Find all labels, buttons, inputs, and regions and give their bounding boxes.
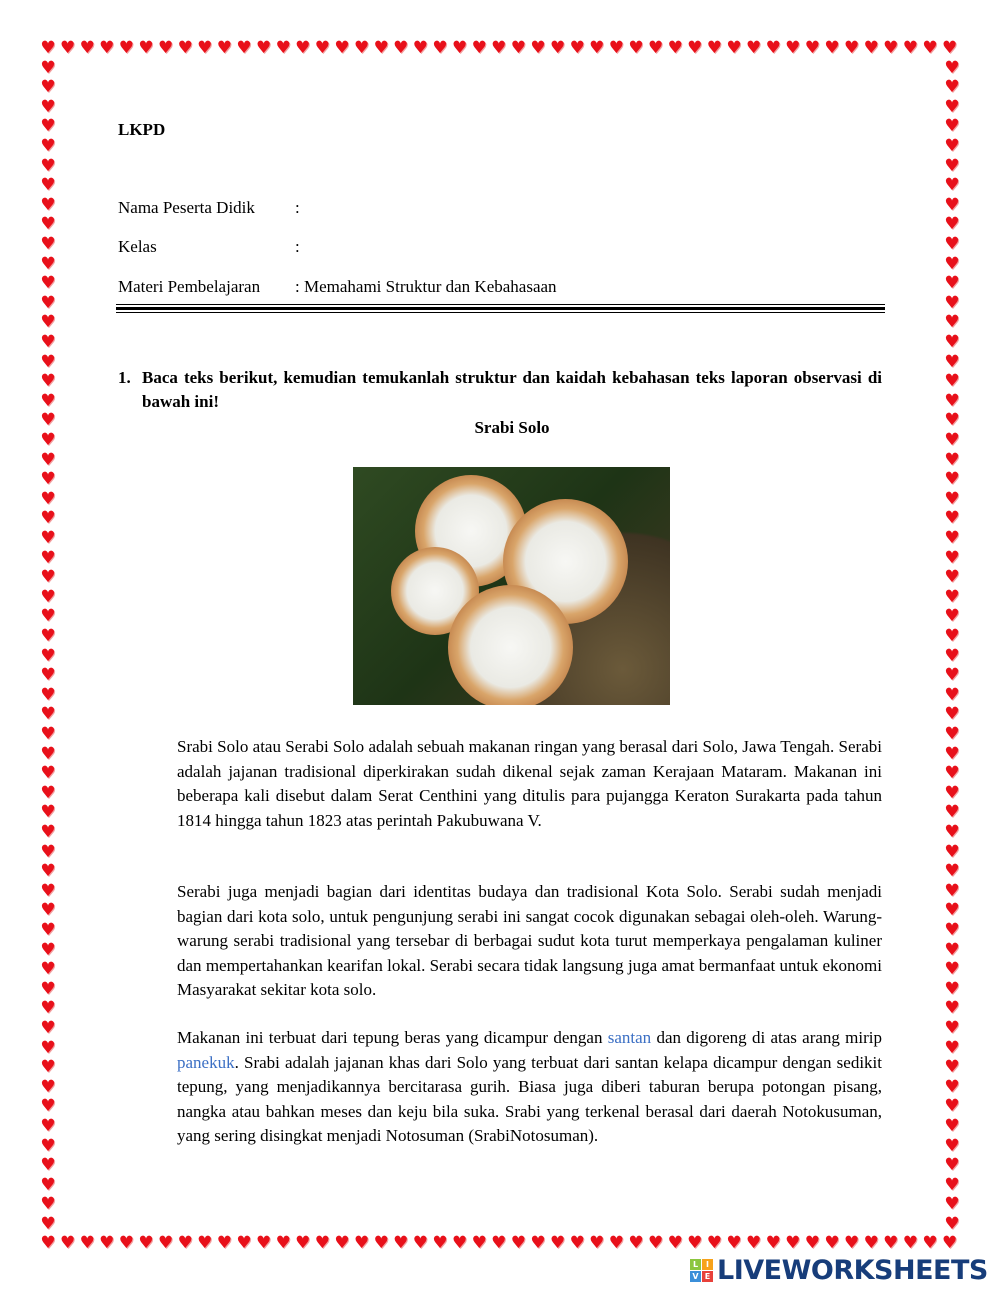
paragraph-text: dan digoreng di atas arang mirip (651, 1028, 883, 1047)
heart-icon: ♥ (687, 1233, 703, 1253)
heart-icon: ♥ (40, 998, 56, 1019)
heart-icon: ♥ (944, 724, 960, 744)
heart-icon: ♥ (944, 234, 960, 254)
heart-icon: ♥ (40, 978, 56, 999)
question-text: Baca teks berikut, kemudian temukanlah struktur dan kaidah kebahasan teks laporan observasi di bawah ini! (142, 368, 882, 411)
heart-icon: ♥ (706, 38, 723, 58)
heart-icon: ♥ (40, 1214, 56, 1234)
heart-icon: ♥ (40, 704, 56, 725)
heart-icon: ♥ (40, 175, 56, 196)
heart-icon: ♥ (118, 38, 135, 58)
heart-icon: ♥ (40, 900, 56, 921)
heart-icon: ♥ (944, 194, 960, 215)
heart-icon: ♥ (510, 1233, 527, 1253)
heart-icon: ♥ (40, 841, 56, 862)
heart-icon: ♥ (922, 1233, 938, 1253)
heart-icon: ♥ (843, 38, 860, 58)
heart-icon: ♥ (883, 38, 899, 58)
heart-icon: ♥ (40, 1057, 56, 1078)
heart-icon: ♥ (40, 665, 56, 686)
heart-icon: ♥ (40, 606, 56, 627)
heart-icon: ♥ (863, 1233, 879, 1253)
paragraph-text: . Srabi adalah jajanan khas dari Solo yang terbuat dari santan kelapa dicampur dengan sedikit tepung, yang menjadikannya bercitarasa gurih. Biasa juga diberi taburan berupa potongan pisang, nangka atau bahkan meses dan keju bila suka. Srabi yang terkenal berasal dari daerah Notokusuman, yang sering disingkat menjadi Notosuman (SrabiNotosuman). (177, 1052, 882, 1145)
heart-icon: ♥ (471, 38, 487, 58)
heart-icon: ♥ (40, 547, 56, 568)
heart-icon: ♥ (944, 1174, 960, 1195)
heart-icon: ♥ (236, 38, 252, 58)
heart-icon: ♥ (40, 410, 56, 431)
heart-icon: ♥ (944, 96, 960, 117)
srabi-photo (353, 467, 670, 705)
heart-icon: ♥ (275, 38, 291, 58)
heart-icon: ♥ (944, 822, 960, 842)
logo-tiles-icon: L I V E (690, 1259, 713, 1282)
logo-text: LIVEWORKSHEETS (717, 1255, 988, 1286)
heart-icon: ♥ (824, 38, 840, 58)
heart-icon: ♥ (569, 38, 585, 58)
field-value: : (295, 198, 300, 217)
field-value: : (295, 237, 300, 256)
heart-icon: ♥ (944, 488, 960, 509)
heart-icon: ♥ (944, 763, 960, 784)
heart-icon: ♥ (491, 38, 507, 58)
heart-icon: ♥ (883, 1233, 899, 1253)
heart-icon: ♥ (944, 1018, 960, 1038)
heart-icon: ♥ (944, 684, 960, 705)
heart-icon: ♥ (40, 528, 56, 548)
page-title: LKPD (118, 120, 166, 139)
heart-icon: ♥ (40, 116, 56, 137)
heart-icon: ♥ (944, 351, 960, 372)
heart-icon: ♥ (40, 430, 56, 450)
heart-icon: ♥ (40, 351, 56, 372)
heart-icon: ♥ (608, 38, 625, 58)
heart-icon: ♥ (432, 38, 448, 58)
heart-icon: ♥ (944, 430, 960, 450)
heart-icon: ♥ (99, 38, 115, 58)
heart-icon: ♥ (944, 802, 960, 823)
heart-icon: ♥ (40, 1116, 56, 1136)
heart-icon: ♥ (944, 273, 960, 294)
text-title: Srabi Solo (474, 418, 550, 437)
heart-icon: ♥ (412, 1233, 429, 1253)
heart-icon: ♥ (944, 292, 960, 313)
heart-icon: ♥ (608, 1233, 625, 1253)
heart-icon: ♥ (944, 449, 960, 470)
heart-icon: ♥ (40, 645, 56, 666)
heart-icon: ♥ (40, 1135, 56, 1156)
heart-icon: ♥ (40, 136, 56, 156)
heart-icon: ♥ (40, 1174, 56, 1195)
heart-icon: ♥ (530, 1233, 546, 1253)
heart-icon: ♥ (197, 1233, 213, 1253)
heart-icon: ♥ (706, 1233, 723, 1253)
heart-icon: ♥ (944, 1214, 960, 1234)
heart-icon: ♥ (944, 841, 960, 862)
heart-icon: ♥ (40, 77, 56, 98)
heart-icon: ♥ (941, 38, 958, 58)
heart-icon: ♥ (944, 782, 960, 803)
heart-icon: ♥ (944, 900, 960, 921)
heart-icon: ♥ (944, 469, 960, 490)
divider-line (116, 312, 885, 313)
heart-icon: ♥ (40, 390, 56, 411)
heart-icon: ♥ (944, 1096, 960, 1117)
heart-icon: ♥ (589, 1233, 605, 1253)
heart-icon: ♥ (59, 38, 76, 58)
heart-icon: ♥ (255, 38, 272, 58)
heart-icon: ♥ (451, 1233, 468, 1253)
field-materi (118, 277, 557, 297)
heart-icon: ♥ (40, 194, 56, 215)
heart-icon: ♥ (944, 743, 960, 764)
liveworksheets-logo[interactable] (690, 1255, 988, 1286)
heart-icon: ♥ (40, 1076, 56, 1097)
field-kelas (118, 237, 300, 257)
heart-icon: ♥ (40, 273, 56, 294)
heart-icon: ♥ (40, 488, 56, 509)
heart-icon: ♥ (40, 292, 56, 313)
heart-icon: ♥ (944, 704, 960, 725)
heart-icon: ♥ (40, 782, 56, 803)
heart-icon: ♥ (944, 586, 960, 607)
heart-icon: ♥ (944, 1194, 960, 1215)
heart-icon: ♥ (40, 567, 56, 588)
heart-icon: ♥ (295, 38, 311, 58)
heart-icon: ♥ (944, 1037, 960, 1058)
heart-icon: ♥ (944, 214, 960, 235)
heart-icon: ♥ (944, 567, 960, 588)
heart-icon: ♥ (944, 645, 960, 666)
heart-icon: ♥ (944, 920, 960, 940)
heart-icon: ♥ (944, 665, 960, 686)
heart-icon: ♥ (40, 802, 56, 823)
heart-icon: ♥ (726, 38, 742, 58)
heart-icon: ♥ (944, 978, 960, 999)
heart-icon: ♥ (40, 724, 56, 744)
heart-icon: ♥ (40, 1096, 56, 1117)
heart-icon: ♥ (804, 38, 821, 58)
heart-icon: ♥ (944, 998, 960, 1019)
heart-icon: ♥ (40, 959, 56, 980)
heart-icon: ♥ (944, 312, 960, 333)
heart-icon: ♥ (944, 1057, 960, 1078)
heart-icon: ♥ (944, 1155, 960, 1176)
heart-icon: ♥ (255, 1233, 272, 1253)
question-number: 1. (118, 368, 131, 387)
heart-icon: ♥ (79, 38, 95, 58)
heart-icon: ♥ (745, 38, 762, 58)
link-santan[interactable]: santan (607, 1028, 652, 1047)
heart-icon: ♥ (40, 234, 56, 254)
heart-icon: ♥ (40, 822, 56, 842)
heart-icon: ♥ (138, 38, 154, 58)
heart-icon: ♥ (944, 939, 960, 960)
heart-icon: ♥ (40, 449, 56, 470)
heart-icon: ♥ (40, 684, 56, 705)
heart-icon: ♥ (353, 1233, 370, 1253)
heart-icon: ♥ (40, 371, 56, 392)
heart-icon: ♥ (765, 1233, 781, 1253)
heart-icon: ♥ (628, 1233, 644, 1253)
heart-icon: ♥ (530, 38, 546, 58)
heart-icon: ♥ (59, 1233, 76, 1253)
heart-icon: ♥ (843, 1233, 860, 1253)
heart-icon: ♥ (922, 38, 938, 58)
heart-icon: ♥ (40, 1018, 56, 1038)
heart-icon: ♥ (40, 312, 56, 333)
heart-icon: ♥ (177, 1233, 193, 1253)
heart-icon: ♥ (863, 38, 879, 58)
heart-icon: ♥ (373, 1233, 389, 1253)
heart-icon: ♥ (40, 763, 56, 784)
heart-icon: ♥ (334, 38, 350, 58)
heart-icon: ♥ (373, 38, 389, 58)
heart-icon: ♥ (944, 547, 960, 568)
paragraph-1: Srabi Solo atau Serabi Solo adalah sebuah makanan ringan yang berasal dari Solo, Jawa Tengah. Serabi adalah jajanan tradisional diperkirakan sudah dikenal sejak zaman Kerajaan Mataram. Makanan ini beberapa kali disebut dalam Serat Centhini yang ditulis para pujangga Keraton Surakarta pada tahun 1814 hingga tahun 1823 atas perintah Pakubuwana V. (177, 737, 882, 830)
heart-icon: ♥ (393, 1233, 409, 1253)
question-1 (118, 366, 882, 414)
heart-icon: ♥ (944, 880, 960, 901)
heart-icon: ♥ (40, 1037, 56, 1058)
heart-icon: ♥ (314, 38, 331, 58)
paragraph-3 (177, 1026, 882, 1149)
paragraph-2: Serabi juga menjadi bagian dari identitas budaya dan tradisional Kota Solo. Serabi sudah menjadi bagian dari kota solo, untuk pengunjung serabi ini sangat cocok digunakan sebagai oleh-oleh. Warung-warung serabi tradisional yang tersebar di berbagai sudut kota turut memperkaya pengalaman kuliner dan mempertahankan kearifan lokal. Serabi secara tidak langsung juga amat bermanfaat untuk ekonomi Masyarakat sekitar kota solo. (177, 882, 882, 999)
heart-icon: ♥ (944, 626, 960, 646)
heart-icon: ♥ (40, 586, 56, 607)
field-value: : Memahami Struktur dan Kebahasaan (295, 277, 557, 296)
heart-icon: ♥ (944, 508, 960, 529)
heart-icon: ♥ (944, 1076, 960, 1097)
heart-icon: ♥ (40, 939, 56, 960)
heart-icon: ♥ (944, 861, 960, 882)
heart-icon: ♥ (40, 155, 56, 176)
heart-icon: ♥ (944, 57, 960, 78)
paragraph-text: Makanan ini terbuat dari tepung beras yang dicampur dengan (177, 1028, 608, 1047)
heart-icon: ♥ (491, 1233, 507, 1253)
heart-icon: ♥ (944, 136, 960, 156)
heart-icon: ♥ (549, 38, 566, 58)
heart-icon: ♥ (40, 1233, 56, 1253)
field-nama (118, 198, 300, 218)
heart-icon: ♥ (647, 1233, 664, 1253)
heart-icon: ♥ (177, 38, 193, 58)
heart-icon: ♥ (314, 1233, 331, 1253)
heart-icon: ♥ (687, 38, 703, 58)
heart-icon: ♥ (40, 253, 56, 274)
heart-icon: ♥ (902, 1233, 919, 1253)
heart-icon: ♥ (944, 116, 960, 137)
heart-icon: ♥ (944, 77, 960, 98)
heart-icon: ♥ (236, 1233, 252, 1253)
heart-icon: ♥ (569, 1233, 585, 1253)
heart-icon: ♥ (944, 410, 960, 431)
heart-icon: ♥ (902, 38, 919, 58)
link-panekuk[interactable]: panekuk (177, 1052, 235, 1072)
heart-icon: ♥ (197, 38, 213, 58)
heart-icon: ♥ (941, 1233, 958, 1253)
field-label: Nama Peserta Didik (118, 198, 255, 217)
heart-icon: ♥ (549, 1233, 566, 1253)
field-label: Materi Pembelajaran (118, 277, 261, 296)
heart-icon: ♥ (944, 1135, 960, 1156)
heart-icon: ♥ (451, 38, 468, 58)
heart-icon: ♥ (40, 508, 56, 529)
heart-icon: ♥ (589, 38, 605, 58)
heart-icon: ♥ (944, 175, 960, 196)
heart-icon: ♥ (353, 38, 370, 58)
heart-icon: ♥ (40, 861, 56, 882)
heart-icon: ♥ (745, 1233, 762, 1253)
field-label: Kelas (118, 237, 157, 256)
heart-icon: ♥ (40, 1155, 56, 1176)
heart-icon: ♥ (944, 390, 960, 411)
heart-icon: ♥ (40, 57, 56, 78)
heart-icon: ♥ (944, 959, 960, 980)
heart-icon: ♥ (785, 1233, 801, 1253)
heart-icon: ♥ (765, 38, 781, 58)
heart-icon: ♥ (667, 1233, 683, 1253)
heart-icon: ♥ (944, 332, 960, 352)
heart-icon: ♥ (40, 469, 56, 490)
heart-icon: ♥ (412, 38, 429, 58)
heart-icon: ♥ (40, 626, 56, 646)
heart-icon: ♥ (79, 1233, 95, 1253)
heart-icon: ♥ (510, 38, 527, 58)
divider-line (116, 307, 885, 310)
heart-icon: ♥ (40, 332, 56, 352)
heart-icon: ♥ (138, 1233, 154, 1253)
heart-icon: ♥ (334, 1233, 350, 1253)
heart-icon: ♥ (118, 1233, 135, 1253)
heart-icon: ♥ (40, 1194, 56, 1215)
heart-icon: ♥ (628, 38, 644, 58)
heart-icon: ♥ (40, 920, 56, 940)
heart-icon: ♥ (40, 214, 56, 235)
heart-icon: ♥ (726, 1233, 742, 1253)
heart-icon: ♥ (824, 1233, 840, 1253)
heart-icon: ♥ (667, 38, 683, 58)
heart-icon: ♥ (40, 96, 56, 117)
heart-icon: ♥ (275, 1233, 291, 1253)
heart-icon: ♥ (471, 1233, 487, 1253)
heart-icon: ♥ (944, 253, 960, 274)
heart-icon: ♥ (944, 155, 960, 176)
heart-icon: ♥ (157, 1233, 174, 1253)
heart-icon: ♥ (216, 1233, 233, 1253)
heart-icon: ♥ (804, 1233, 821, 1253)
heart-icon: ♥ (944, 528, 960, 548)
heart-icon: ♥ (393, 38, 409, 58)
heart-icon: ♥ (944, 371, 960, 392)
heart-icon: ♥ (432, 1233, 448, 1253)
heart-icon: ♥ (157, 38, 174, 58)
heart-icon: ♥ (785, 38, 801, 58)
heart-icon: ♥ (944, 606, 960, 627)
divider-line (116, 304, 885, 305)
heart-icon: ♥ (944, 1116, 960, 1136)
heart-icon: ♥ (647, 38, 664, 58)
heart-icon: ♥ (40, 38, 56, 58)
heart-icon: ♥ (99, 1233, 115, 1253)
heart-icon: ♥ (295, 1233, 311, 1253)
heart-icon: ♥ (40, 743, 56, 764)
heart-icon: ♥ (216, 38, 233, 58)
heart-icon: ♥ (40, 880, 56, 901)
